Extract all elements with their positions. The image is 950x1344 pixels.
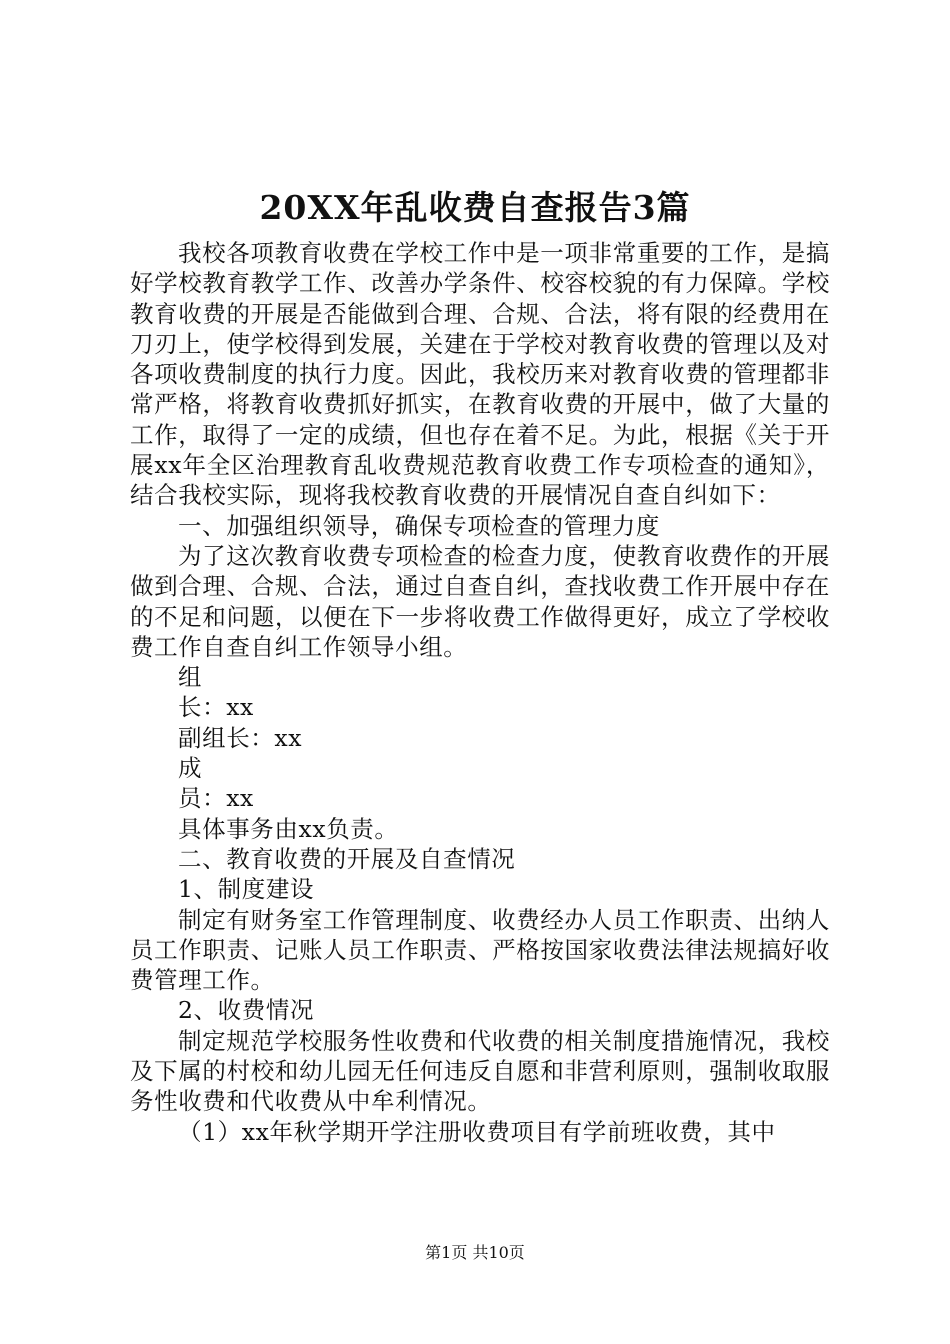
fee-item-paragraph: （1）xx年秋学期开学注册收费项目有学前班收费，其中 (178, 1117, 776, 1146)
subsection-heading-2: 2、收费情况 (178, 996, 315, 1025)
document-title: 20XX年乱收费自查报告3篇 (259, 188, 691, 227)
intro-paragraph: 我校各项教育收费在学校工作中是一项非常重要的工作，是搞好学校教育教学工作、改善办学条件、校容校貌的有力保障。学校教育收费的开展是否能做到合理、合规、合法，将有限的经费用在刀刃上，使学校得到发展，关建在于学校对教育收费的管理以及对各项收费制度的执行力度。因此，我校历来对教育收费的管理都非常严格，将教育收费抓好抓实，在教育收费的开展中，做了大量的工作，取得了一定的成绩，但也存在着不足。为此，根据《关于开展xx年全区治理教育乱收费规范教育收费工作专项检查的通知》，结合我校实际，现将我校教育收费的开展情况自查自纠如下： (130, 239, 830, 510)
member-label-line: 成 (178, 754, 203, 783)
deputy-leader-line: 副组长：xx (178, 723, 303, 752)
system-construction-paragraph: 制定有财务室工作管理制度、收费经办人员工作职责、出纳人员工作职责、记账人员工作职责、严格按国家收费法律法规搞好收费管理工作。 (130, 905, 830, 995)
page-footer: 第1页 共10页 (425, 1243, 525, 1262)
responsibility-line: 具体事务由xx负责。 (178, 814, 399, 843)
fee-situation-paragraph: 制定规范学校服务性收费和代收费的相关制度措施情况，我校及下属的村校和幼儿园无任何违反自愿和非营利原则，强制收取服务性收费和代收费从中牟利情况。 (130, 1026, 830, 1116)
section-heading-1: 一、加强组织领导，确保专项检查的管理力度 (178, 511, 660, 540)
member-value-line: 员：xx (178, 784, 254, 813)
section-heading-2: 二、教育收费的开展及自查情况 (178, 844, 516, 873)
section-1-paragraph: 为了这次教育收费专项检查的检查力度，使教育收费作的开展做到合理、合规、合法，通过自查自纠，查找收费工作开展中存在的不足和问题，以便在下一步将收费工作做得更好，成立了学校收费工作自查自纠工作领导小组。 (130, 541, 830, 661)
subsection-heading-1: 1、制度建设 (178, 875, 315, 904)
leader-value-line: 长：xx (178, 693, 254, 722)
document-body (130, 238, 830, 1147)
leader-label-line: 组 (178, 663, 203, 692)
